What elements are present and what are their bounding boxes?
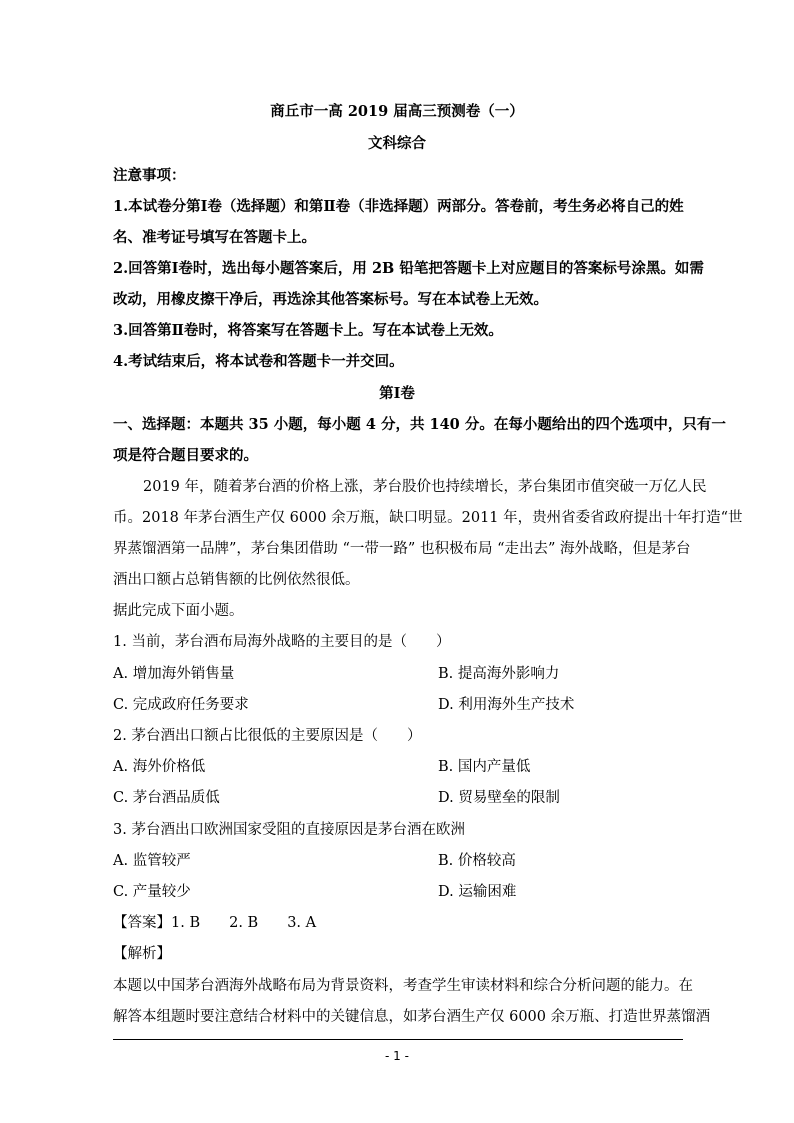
question-stem: 3. 茅台酒出口欧洲国家受阻的直接原因是茅台酒在欧洲 bbox=[113, 822, 465, 838]
question-option: A. 监管较严 bbox=[113, 853, 191, 869]
question-option: D. 运输困难 bbox=[438, 884, 517, 900]
question-option: C. 完成政府任务要求 bbox=[113, 697, 249, 713]
page-number: - 1 - bbox=[385, 1049, 409, 1063]
passage-line: 币。2018 年茅台酒生产仅 6000 余万瓶，缺口明显。2011 年，贵州省委省政府提出十年打造“世 bbox=[113, 510, 743, 526]
notice-line: 2.回答第Ⅰ卷时，选出每小题答案后，用 2B 铅笔把答题卡上对应题目的答案标号涂黑。如需 bbox=[113, 260, 704, 277]
document-title: 商丘市一高 2019 届高三预测卷（一） bbox=[270, 103, 524, 120]
passage-line: 界蒸馏酒第一品牌”，茅台集团借助 “一带一路” 也积极布局 “走出去” 海外战略，但是茅台 bbox=[113, 541, 691, 557]
question-option: D. 贸易壁垒的限制 bbox=[438, 790, 560, 806]
notice-line: 1.本试卷分第Ⅰ卷（选择题）和第Ⅱ卷（非选择题）两部分。答卷前，考生务必将自己的姓 bbox=[113, 198, 684, 215]
question-option: A. 海外价格低 bbox=[113, 759, 206, 775]
analysis-label: 【解析】 bbox=[113, 946, 171, 962]
footer-divider bbox=[113, 1039, 683, 1040]
question-option: B. 国内产量低 bbox=[438, 759, 531, 775]
question-stem: 1. 当前，茅台酒布局海外战略的主要目的是（ ） bbox=[113, 634, 451, 650]
section-title: 第Ⅰ卷 bbox=[379, 385, 415, 402]
notice-line: 4.考试结束后，将本试卷和答题卡一并交回。 bbox=[113, 353, 404, 370]
analysis-line: 本题以中国茅台酒海外战略布局为背景资料，考查学生审读材料和综合分析问题的能力。在 bbox=[113, 978, 693, 994]
question-option: C. 茅台酒品质低 bbox=[113, 790, 220, 806]
passage-prompt: 据此完成下面小题。 bbox=[113, 603, 244, 619]
question-stem: 2. 茅台酒出口额占比很低的主要原因是（ ） bbox=[113, 728, 422, 744]
question-option: B. 提高海外影响力 bbox=[438, 666, 560, 682]
section-instruction: 项是符合题目要求的。 bbox=[113, 447, 258, 464]
document-subtitle: 文科综合 bbox=[368, 135, 426, 152]
notice-heading: 注意事项： bbox=[113, 167, 186, 184]
passage-line: 酒出口额占总销售额的比例依然很低。 bbox=[113, 572, 360, 588]
question-option: A. 增加海外销售量 bbox=[113, 666, 235, 682]
passage-line: 2019 年，随着茅台酒的价格上涨，茅台股价也持续增长，茅台集团市值突破一万亿人民 bbox=[143, 479, 707, 495]
section-instruction: 一、选择题：本题共 35 小题，每小题 4 分，共 140 分。在每小题给出的四个选项中，只有一 bbox=[113, 416, 726, 433]
question-option: C. 产量较少 bbox=[113, 884, 191, 900]
answer-line: 【答案】1. B 2. B 3. A bbox=[113, 915, 317, 931]
question-option: D. 利用海外生产技术 bbox=[438, 697, 575, 713]
analysis-line: 解答本组题时要注意结合材料中的关键信息，如茅台酒生产仅 6000 余万瓶、打造世界蒸馏酒 bbox=[113, 1009, 711, 1025]
notice-line: 3.回答第Ⅱ卷时，将答案写在答题卡上。写在本试卷上无效。 bbox=[113, 322, 503, 339]
notice-line: 名、准考证号填写在答题卡上。 bbox=[113, 229, 316, 246]
notice-line: 改动，用橡皮擦干净后，再选涂其他答案标号。写在本试卷上无效。 bbox=[113, 291, 548, 308]
question-option: B. 价格较高 bbox=[438, 853, 516, 869]
